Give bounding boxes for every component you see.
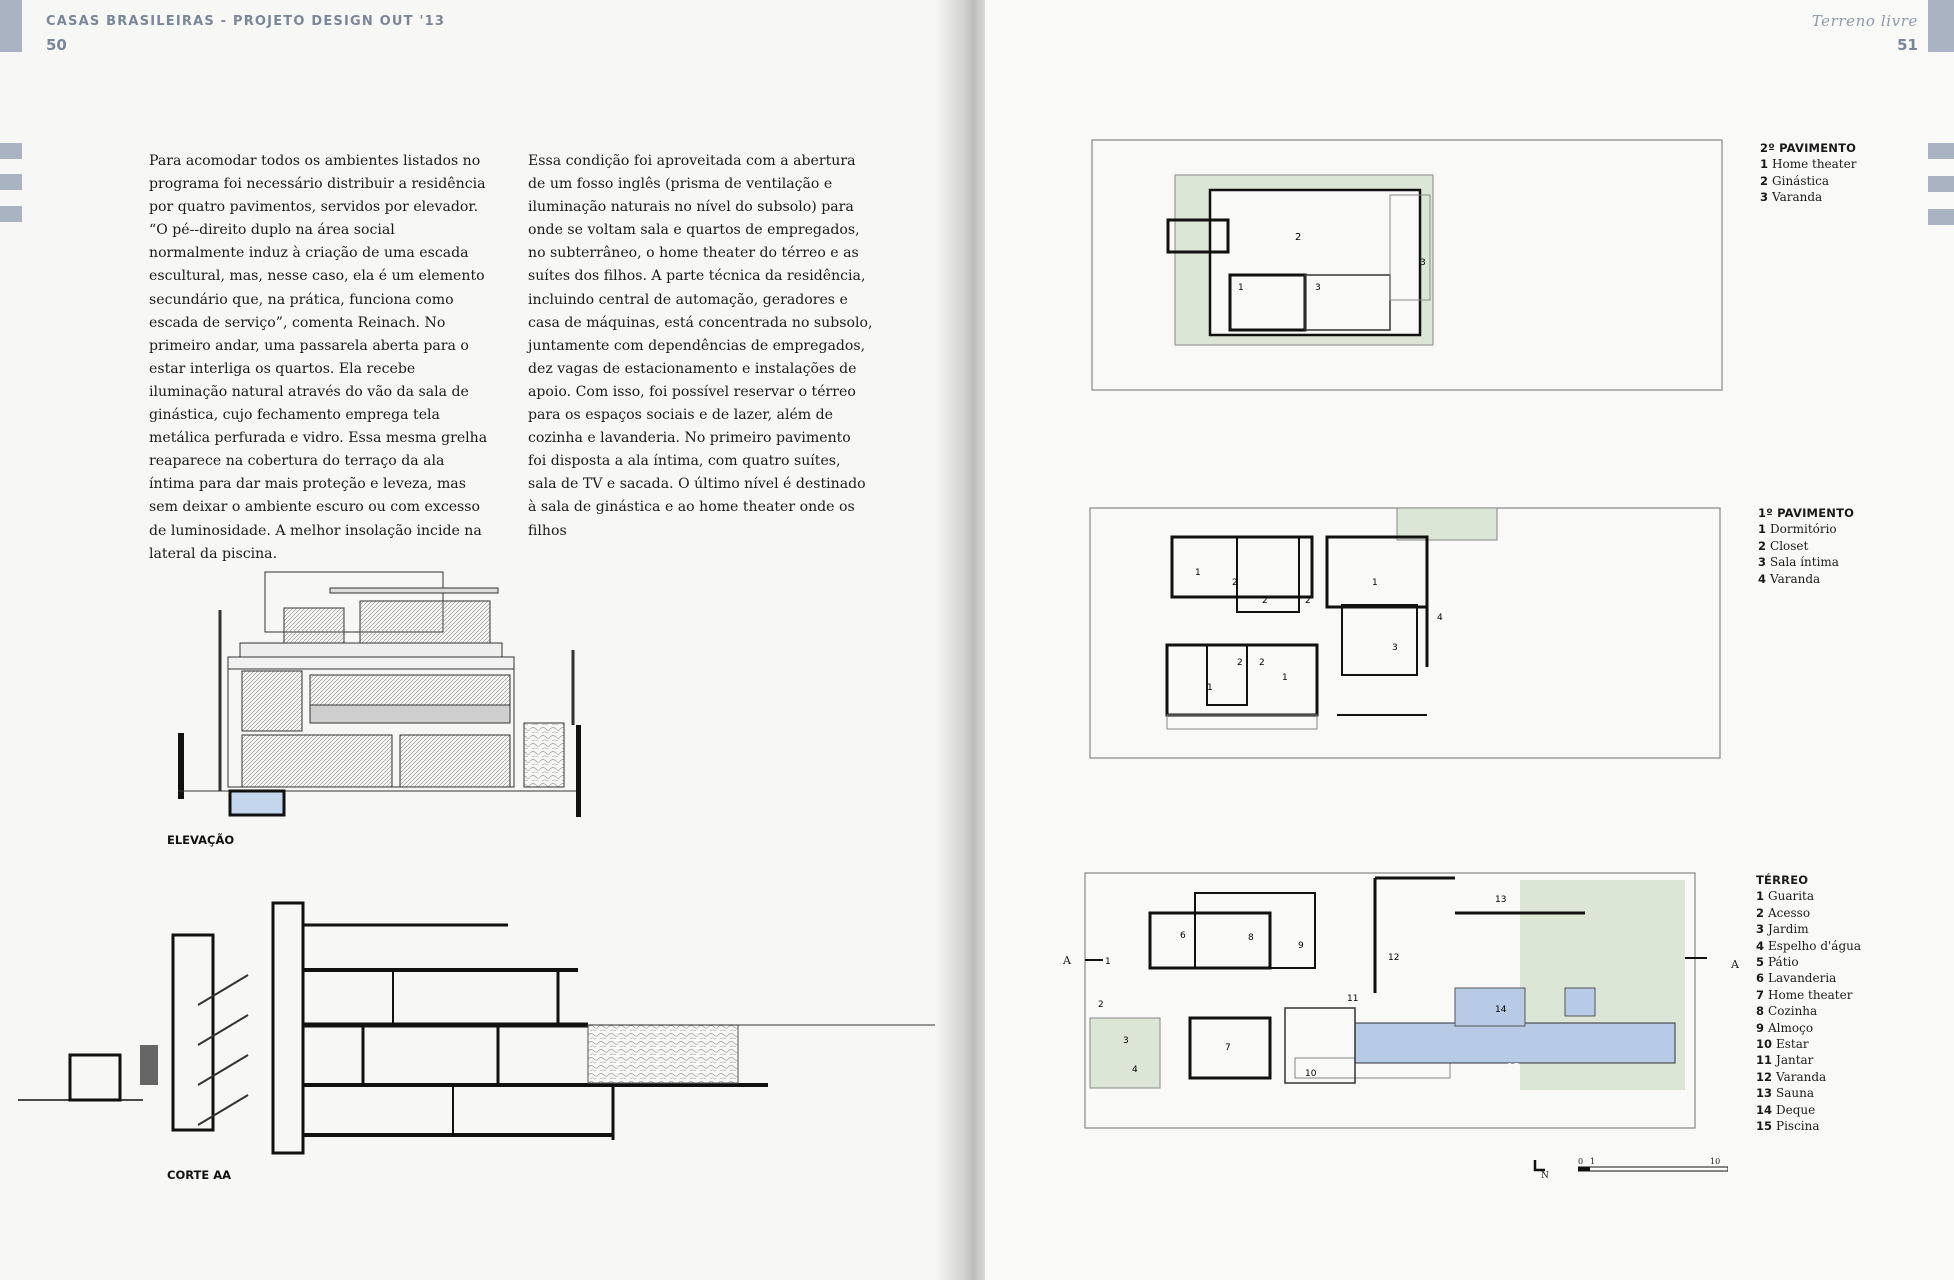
legend-item: 3 Varanda [1760, 190, 1823, 205]
floor-plan-2nd [1090, 135, 1730, 395]
svg-text:4: 4 [1437, 613, 1443, 623]
svg-text:6: 6 [1180, 931, 1186, 941]
legend-item: 1 Home theater [1760, 157, 1857, 172]
tab-marker [0, 0, 22, 52]
section-marker-left: A [1063, 954, 1071, 967]
figure-label-elevation: ELEVAÇÃO [167, 833, 235, 847]
page-number-right: 51 [1897, 36, 1918, 54]
tab-marker [0, 143, 22, 159]
svg-text:3: 3 [1123, 1036, 1129, 1046]
tab-marker [1928, 143, 1954, 159]
legend-item: 11 Jantar [1756, 1053, 1814, 1068]
tab-marker [1928, 176, 1954, 192]
scale-one-label: 1 [1590, 1157, 1596, 1166]
svg-text:8: 8 [1248, 933, 1254, 943]
legend-item: 15 Piscina [1756, 1119, 1820, 1134]
elevation-drawing [160, 565, 600, 825]
body-text-column-1: Para acomodar todos os ambientes listados no programa foi necessário distribuir a residência por quatro pavimentos, servidos por elevador. “O pé--direito duplo na área social normalmente induz à criação de uma escada escultural, mas, nesse caso, ela é um elemento secundário que, na prática, funciona como escada de serviço”, comenta Reinach. No primeiro andar, uma passarela aberta para o estar interliga os quartos. Ela recebe iluminação natural através do vão da sala de ginástica, cujo fechamento emprega tela metálica perfurada e vidro. Essa mesma grelha reaparece na cobertura do terraço da ala íntima para dar mais proteção e leveza, mas sem deixar o ambiente escuro ou com excesso de luminosidade. A melhor insolação incide na lateral da piscina. [149, 153, 488, 562]
svg-text:3: 3 [1315, 283, 1321, 293]
floor-plan-ground [1065, 868, 1725, 1138]
svg-text:1: 1 [1195, 568, 1201, 578]
svg-text:2: 2 [1098, 1000, 1104, 1010]
legend-item: 1 Guarita [1756, 889, 1815, 904]
svg-text:2: 2 [1262, 596, 1268, 606]
svg-text:11: 11 [1347, 994, 1359, 1004]
svg-text:12: 12 [1388, 953, 1400, 963]
legend-item: 10 Estar [1756, 1037, 1809, 1052]
svg-text:9: 9 [1298, 941, 1304, 951]
legend-item: 1 Dormitório [1758, 522, 1837, 537]
legend-item: 4 Varanda [1758, 571, 1821, 586]
scale-bar [1578, 1166, 1728, 1174]
legend-item: 13 Sauna [1756, 1086, 1815, 1101]
svg-text:1: 1 [1238, 283, 1244, 293]
legend-item: 7 Home theater [1756, 987, 1853, 1002]
floor-plan-1st [1087, 505, 1727, 765]
legend-item: 9 Almoço [1756, 1020, 1814, 1035]
scale-end-label: 10 [1710, 1157, 1721, 1166]
svg-text:2: 2 [1305, 596, 1311, 606]
svg-text:7: 7 [1225, 1043, 1231, 1053]
legend-item: 8 Cozinha [1756, 1004, 1818, 1019]
svg-text:2: 2 [1232, 578, 1238, 588]
tab-marker [1928, 0, 1954, 52]
right-page [985, 0, 1954, 1280]
tab-marker [1928, 209, 1954, 225]
legend-item: 2 Closet [1758, 538, 1809, 553]
page-number: 50 [46, 36, 67, 54]
section-marker-right: A [1731, 958, 1739, 971]
running-head: CASAS BRASILEIRAS - PROJETO DESIGN OUT '13 [46, 14, 446, 29]
body-text-column-2: Essa condição foi aproveitada com a abertura de um fosso inglês (prisma de ventilação e iluminação naturais no nível do subsolo) para onde se voltam sala e quartos de empregados, no subterrâneo, o home theater do térreo e as suítes dos filhos. A parte técnica da residência, incluindo central de automação, geradores e casa de máquinas, está concentrada no subsolo, juntamente com dependências de empregados, dez vagas de estacionamento e instalações de apoio. Com isso, foi possível reservar o térreo para os espaços sociais e de lazer, além de cozinha e lavanderia. No primeiro pavimento foi disposta a ala íntima, com quatro suítes, sala de TV e sacada. O último nível é destinado à sala de ginástica e ao home theater onde os filhos [528, 153, 873, 539]
section-drawing [18, 895, 948, 1165]
svg-text:14: 14 [1495, 1005, 1507, 1015]
tab-marker [0, 206, 22, 222]
scale-start-label: 0 [1578, 1157, 1584, 1166]
running-head-right: Terreno livre [1811, 12, 1918, 30]
svg-text:1: 1 [1372, 578, 1378, 588]
legend-ground-floor: TÉRREO 1 Guarita 2 Acesso 3 Jardim 4 Espelho d'água 5 Pátio 6 Lavanderia 7 Home theater 8 Cozinha 9 Almoço 10 Estar 11 Jantar 12 Varanda 13 Sauna 14 Deque 15 Piscina [1756, 873, 1862, 1134]
legend-item: 14 Deque [1756, 1102, 1816, 1117]
north-label: N [1541, 1171, 1549, 1181]
svg-text:1: 1 [1207, 683, 1213, 693]
svg-text:13: 13 [1495, 895, 1507, 905]
svg-text:4: 4 [1132, 1065, 1138, 1075]
svg-text:15: 15 [1507, 1062, 1520, 1073]
legend-2nd-floor: 2º PAVIMENTO 1 Home theater 2 Ginástica 3 Varanda [1760, 141, 1857, 205]
svg-text:3: 3 [1392, 643, 1398, 653]
legend-item: 6 Lavanderia [1756, 971, 1837, 986]
svg-text:2: 2 [1237, 658, 1243, 668]
svg-text:10: 10 [1305, 1069, 1317, 1079]
legend-1st-floor: 1º PAVIMENTO 1 Dormitório 2 Closet 3 Sala íntima 4 Varanda [1758, 506, 1855, 586]
legend-item: 4 Espelho d'água [1756, 938, 1862, 953]
svg-text:2: 2 [1259, 658, 1265, 668]
svg-text:3: 3 [1420, 258, 1426, 268]
svg-text:1: 1 [1282, 673, 1288, 683]
legend-item: 3 Jardim [1756, 922, 1809, 937]
legend-item: 12 Varanda [1756, 1069, 1827, 1084]
svg-text:1: 1 [1105, 957, 1111, 967]
figure-label-section: CORTE AA [167, 1168, 232, 1182]
legend-item: 2 Ginástica [1760, 173, 1830, 188]
legend-item: 3 Sala íntima [1758, 555, 1839, 570]
tab-marker [0, 174, 22, 190]
legend-item: 2 Acesso [1756, 905, 1811, 920]
svg-text:2: 2 [1295, 232, 1302, 243]
left-page [0, 0, 955, 1280]
legend-item: 5 Pátio [1756, 955, 1799, 970]
